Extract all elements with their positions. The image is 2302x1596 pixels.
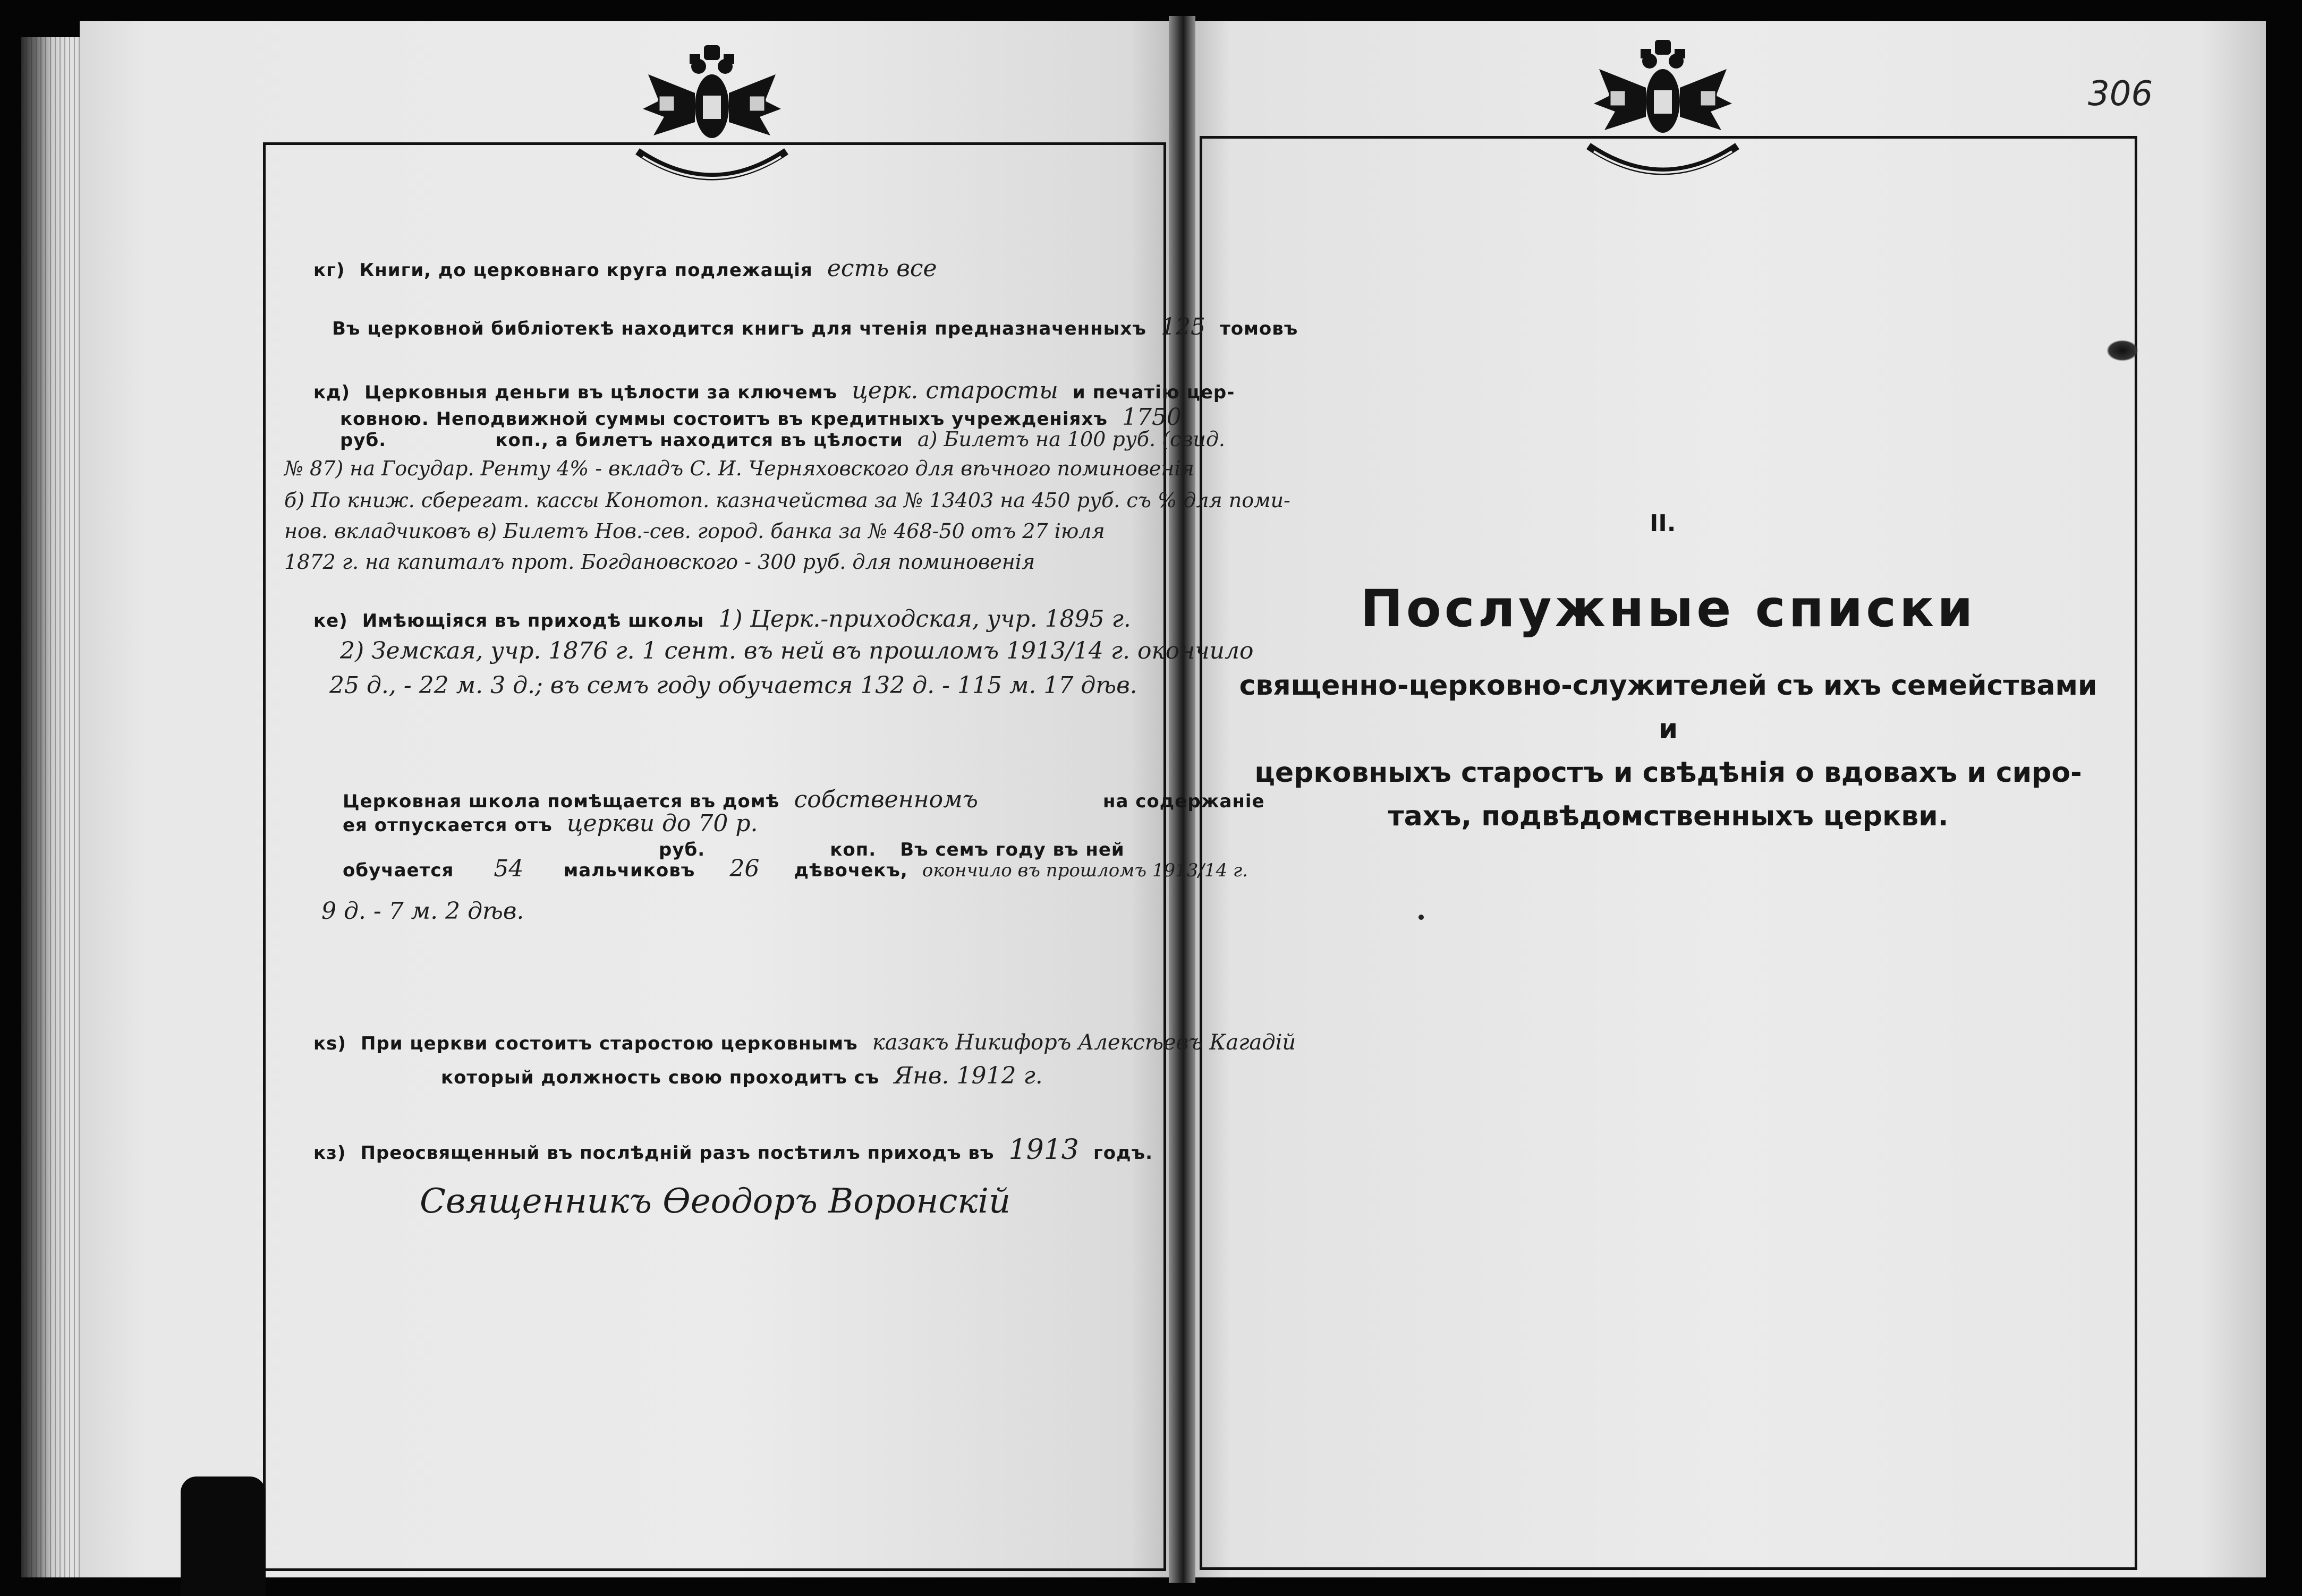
school-boys-label: мальчиковъ — [563, 860, 695, 881]
subheading-line-1: священно-церковно-служителей съ ихъ семействами и — [1239, 670, 2097, 745]
kd-line2-print: ковною. Неподвижной суммы состоитъ въ кредитныхъ учрежденіяхъ — [340, 408, 1108, 430]
kd-line3-print: руб. — [340, 430, 387, 451]
kd-line1-hand: церк. старосты — [852, 377, 1058, 404]
section-subheading — [1238, 664, 2099, 838]
kz-line-1 — [313, 1030, 1307, 1055]
library-line — [332, 313, 1310, 340]
ke-mark: ке) — [313, 610, 348, 631]
kd-line2-hand: 1750 — [1122, 404, 1182, 431]
ke-line-2: 2) Земская, учр. 1876 г. 1 сент. въ ней въ прошломъ 1913/14 г. окончило — [340, 637, 1254, 664]
school-line4-print: обучается — [343, 860, 454, 881]
kd-line3-hand: а) Билетъ на 100 руб. (свид. — [917, 428, 1225, 451]
school-line2-hand: церкви до 70 р. — [566, 810, 758, 837]
kz2-year-suffix: годъ. — [1093, 1142, 1153, 1164]
school-rub-label: руб. — [659, 839, 706, 860]
kd-mark: кд) — [313, 382, 351, 403]
kz2-mark: кз) — [313, 1142, 346, 1164]
library-unit: томовъ — [1220, 318, 1298, 339]
kd-line-5: б) По книж. сберегат. кассы Конотоп. казначейства за № 13403 на 450 руб. съ % для поми- — [284, 489, 1290, 512]
school-line3-print3: Въ семъ году въ ней — [900, 839, 1125, 860]
kz-line-2 — [441, 1062, 1055, 1089]
school-boys-count: 54 — [494, 855, 524, 882]
kd-line-3 — [340, 428, 1237, 451]
kg-label: Книги, до церковнаго круга подлежащія — [359, 260, 813, 281]
kz-line1-print: При церкви состоитъ старостою церковнымъ — [360, 1033, 858, 1054]
kg-mark: кг) — [313, 260, 345, 281]
kz2-line — [313, 1134, 1165, 1166]
school-line1-print2: на содержаніе — [1102, 791, 1265, 812]
library-label: Въ церковной библіотекѣ находится книгъ для чтенія предназначенныхъ — [332, 318, 1146, 339]
school-line2-print: ея отпускается отъ — [343, 815, 553, 836]
kd-line1-print: Церковныя деньги въ цѣлости за ключемъ — [364, 382, 838, 403]
school-kop-label: коп. — [830, 839, 877, 860]
ke-label: Имѣющіяся въ приходѣ школы — [362, 610, 704, 631]
library-count: 125 — [1160, 313, 1205, 340]
kz-line1-hand: казакъ Никифоръ Алексѣевъ Кагадій — [872, 1030, 1296, 1055]
school-girls-label: дѣвочекъ, — [794, 860, 908, 881]
kd-line-4: № 87) на Государ. Ренту 4% - вкладъ С. И. Черняховского для вѣчного поминовенія — [284, 457, 1194, 480]
book-clip — [181, 1476, 266, 1596]
school-line1-print: Церковная школа помѣщается въ домѣ — [343, 791, 780, 812]
imperial-eagle-emblem-right — [1578, 37, 1748, 191]
ke-line-3: 25 д., - 22 м. 3 д.; въ семъ году обучается 132 д. - 115 м. 17 дѣв. — [329, 672, 1137, 699]
priest-signature: Священникъ Өеодоръ Воронскій — [420, 1182, 1011, 1221]
kd-line-7: 1872 г. на капиталъ прот. Богдановского - 300 руб. для поминовенія — [284, 550, 1035, 574]
school-line1-hand: собственномъ — [794, 786, 978, 813]
imperial-eagle-emblem-left — [627, 42, 797, 197]
kz2-year: 1913 — [1008, 1134, 1079, 1166]
kd-line-6: нов. вкладчиковъ в) Билетъ Нов.-сев. город. банка за № 468-50 отъ 27 іюля — [284, 519, 1105, 543]
right-page-frame — [1200, 136, 2137, 1570]
kz-mark: кѕ) — [313, 1033, 346, 1054]
ink-dot — [1418, 915, 1424, 920]
kd-line1-print2: и печатію цер- — [1072, 382, 1235, 403]
kg-line — [313, 255, 949, 282]
section-heading: Послужные списки — [1360, 579, 1976, 638]
ink-blot — [2106, 340, 2138, 361]
school-line-2 — [343, 810, 770, 837]
ke-line-1 — [313, 605, 1143, 633]
school-girls-count: 26 — [729, 855, 760, 882]
ke-line1-hand: 1) Церк.-приходская, учр. 1895 г. — [718, 605, 1131, 633]
section-numeral: II. — [1650, 510, 1676, 537]
kz-line2-print: который должность свою проходитъ съ — [441, 1067, 880, 1088]
subheading-line-2: церковныхъ старостъ и свѣдѣнія о вдовахъ и сиро- — [1254, 757, 2082, 789]
school-line-1 — [343, 786, 1277, 813]
subheading-line-3: тахъ, подвѣдомственныхъ церкви. — [1388, 800, 1949, 832]
kd-line-2 — [340, 404, 1193, 431]
kd-line3-print2: коп., а билетъ находится въ цѣлости — [495, 430, 903, 451]
folio-number: 306 — [2088, 74, 2153, 114]
school-line-5: 9 д. - 7 м. 2 дѣв. — [321, 898, 524, 925]
kg-value: есть все — [827, 255, 937, 282]
school-line-4 — [343, 855, 1260, 882]
kd-line-1 — [313, 377, 1246, 404]
kz2-label: Преосвященный въ послѣдній разъ посѣтилъ приходъ въ — [360, 1142, 995, 1164]
school-line4-hand: окончило въ прошломъ 1913/14 г. — [922, 860, 1248, 881]
kz-line2-hand: Янв. 1912 г. — [894, 1062, 1043, 1089]
